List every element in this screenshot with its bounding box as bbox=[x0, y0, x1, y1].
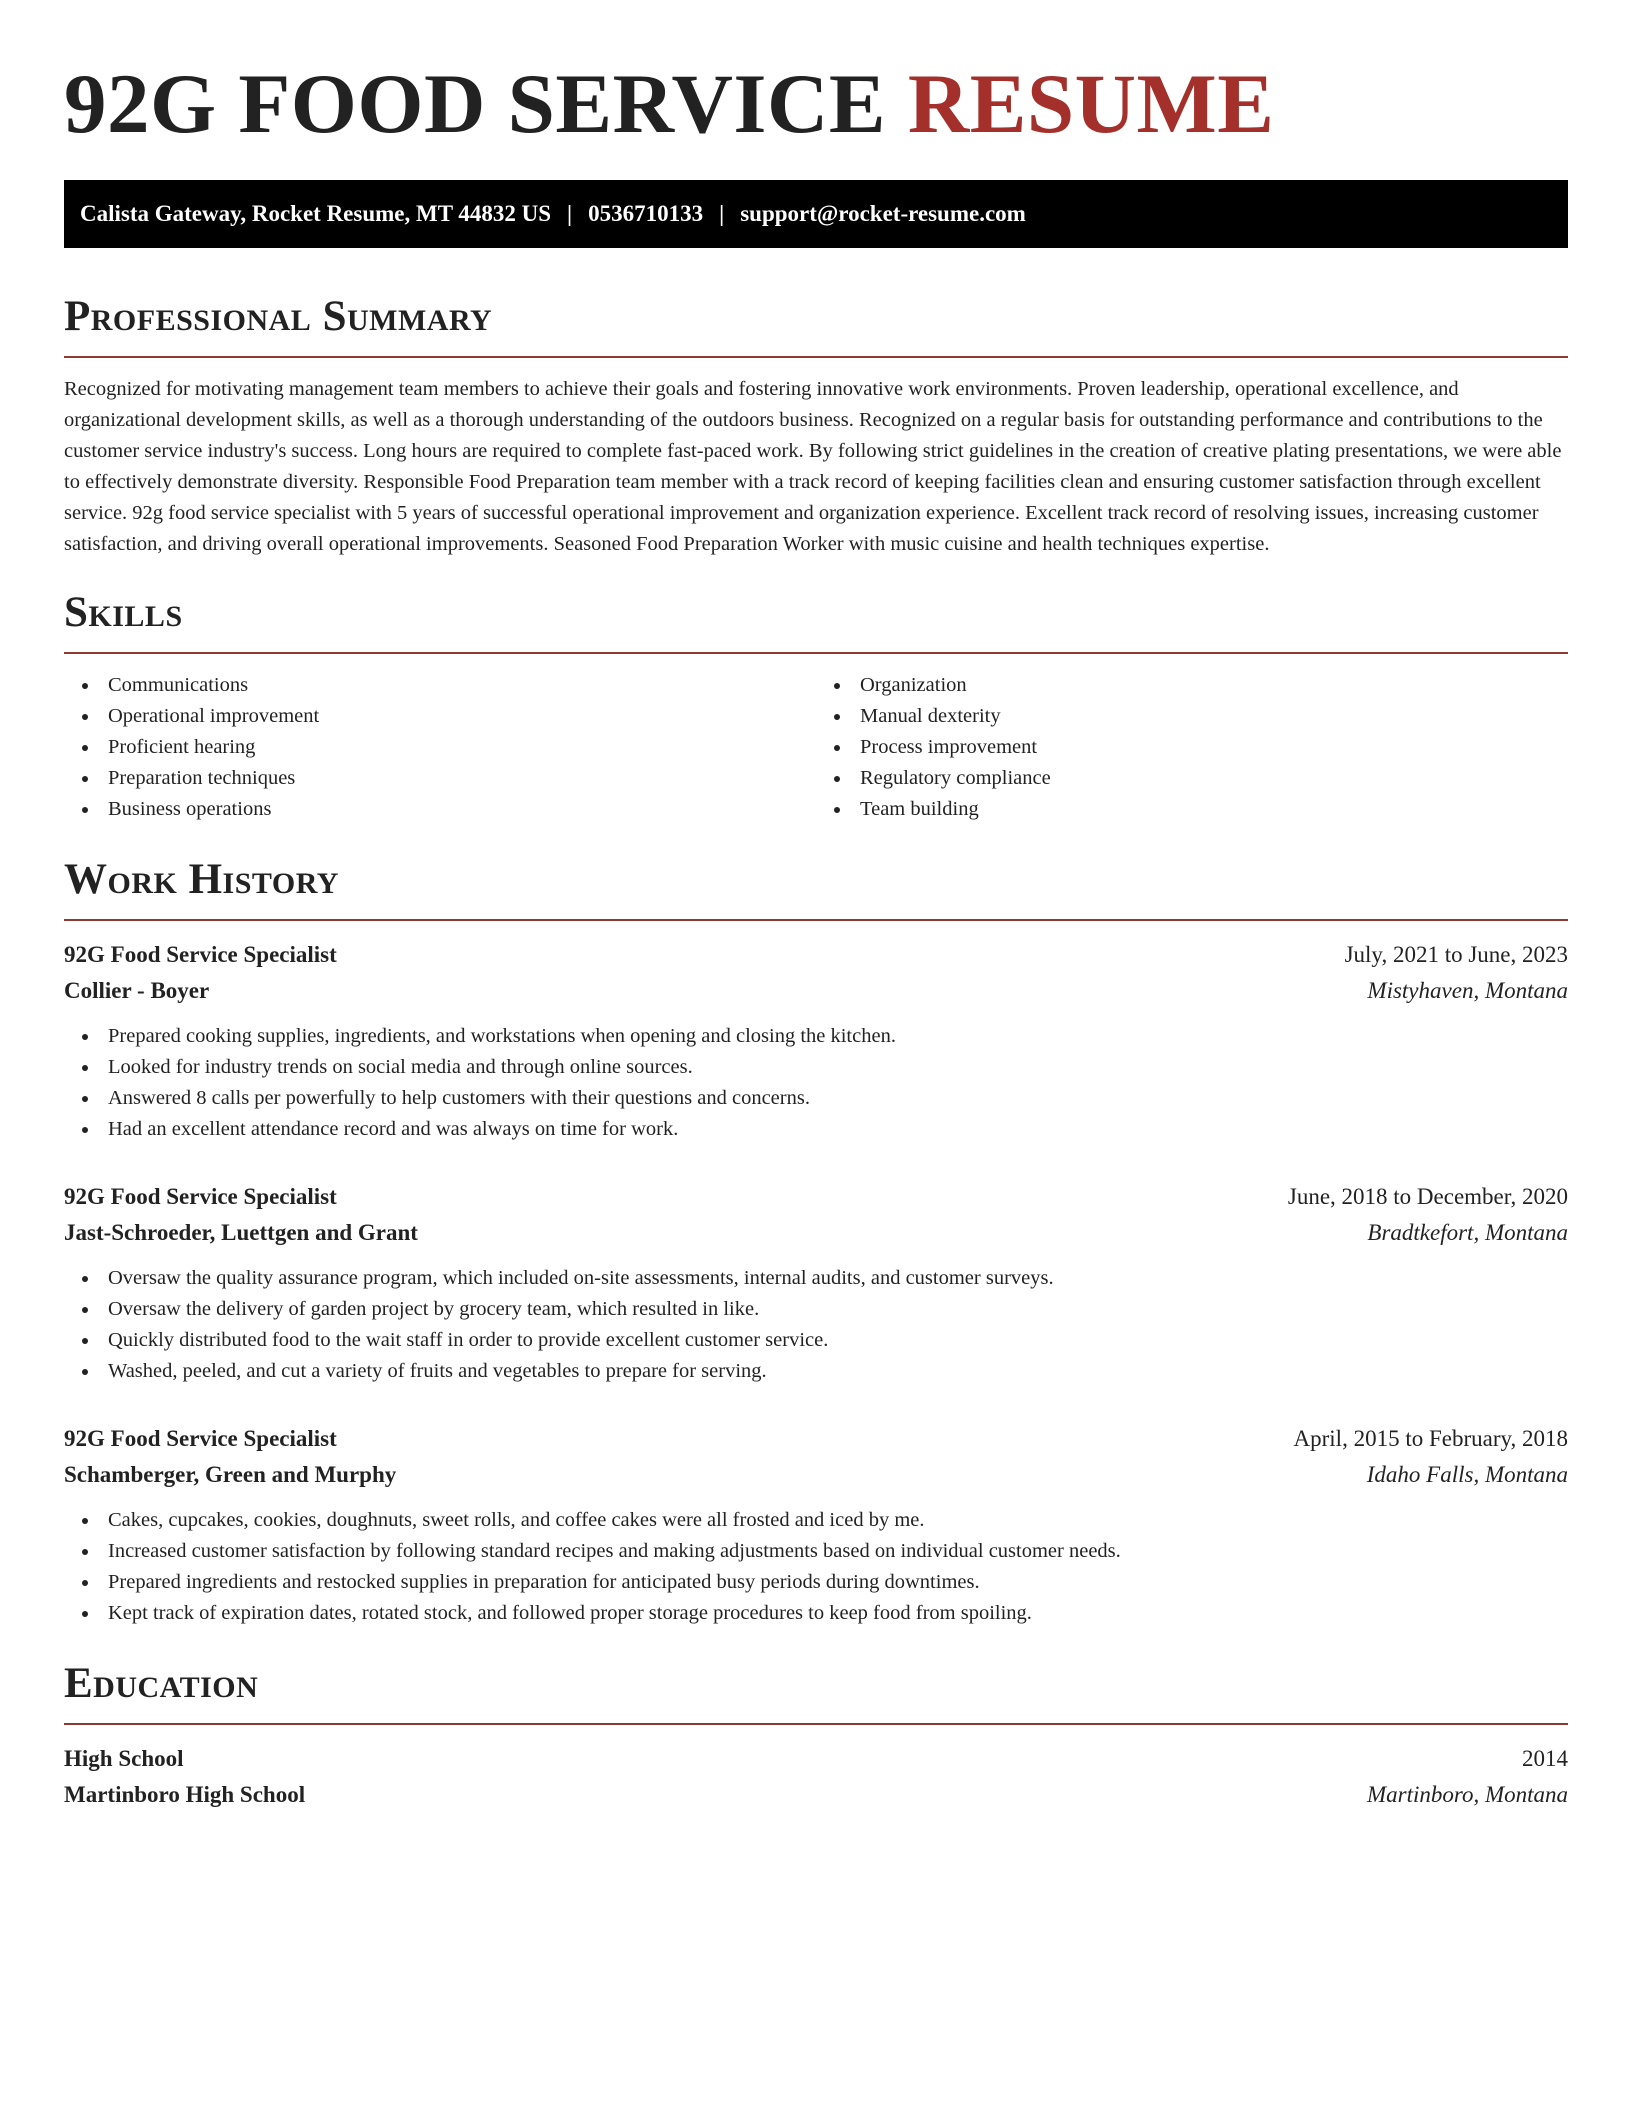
skill-item: Preparation techniques bbox=[64, 763, 816, 794]
job-title: 92G Food Service Specialist bbox=[64, 1184, 337, 1209]
job-header-row bbox=[64, 1179, 1568, 1215]
job-bullet: Had an excellent attendance record and was always on time for work. bbox=[64, 1114, 1568, 1145]
job-dates: June, 2018 to December, 2020 bbox=[1287, 1184, 1568, 1209]
skill-item: Regulatory compliance bbox=[816, 763, 1568, 794]
job-bullet: Increased customer satisfaction by following standard recipes and making adjustments based on individual customer needs. bbox=[64, 1536, 1568, 1567]
job-location: Bradtkefort, Montana bbox=[1367, 1220, 1568, 1245]
job-entry bbox=[64, 1421, 1568, 1629]
contact-phone: 0536710133 bbox=[588, 201, 704, 226]
section-divider bbox=[64, 919, 1568, 921]
education-school-row bbox=[64, 1777, 1568, 1813]
contact-separator: | bbox=[567, 201, 573, 226]
summary-text: Recognized for motivating management team members to achieve their goals and fostering innovative work environments. Proven leadership, operational excellence, and organizational development skills, as well as a thorough understanding of the outdoors business. Recognized on a regular basis for outstanding performance and contributions to the customer service industry's success. Long hours are required to complete fast-paced work. By following strict guidelines in the creation of creative plating presentations, we were able to effectively demonstrate diversity. Responsible Food Preparation team member with a track record of keeping facilities clean and ensuring customer satisfaction through excellent service. 92g food service specialist with 5 years of successful operational improvement and organization experience. Excellent track record of resolving issues, increasing customer satisfaction, and driving overall operational improvements. Seasoned Food Preparation Worker with music cuisine and health techniques expertise. bbox=[64, 378, 1562, 555]
skills-column-left bbox=[64, 670, 816, 825]
skill-item: Proficient hearing bbox=[64, 732, 816, 763]
education-entry bbox=[64, 1741, 1568, 1813]
job-entry bbox=[64, 937, 1568, 1145]
job-title: 92G Food Service Specialist bbox=[64, 1426, 337, 1451]
education-degree: High School bbox=[64, 1746, 184, 1771]
section-heading-education: Education bbox=[64, 1660, 259, 1707]
skills-section bbox=[64, 588, 1568, 825]
job-header-row bbox=[64, 937, 1568, 973]
section-heading-skills: Skills bbox=[64, 589, 183, 636]
job-bullet: Cakes, cupcakes, cookies, doughnuts, sweet rolls, and coffee cakes were all frosted and iced by me. bbox=[64, 1505, 1568, 1536]
job-title: 92G Food Service Specialist bbox=[64, 942, 337, 967]
work-history-section bbox=[64, 855, 1568, 1629]
contact-email: support@rocket-resume.com bbox=[740, 201, 1026, 226]
job-bullets bbox=[64, 1505, 1568, 1629]
job-dates: April, 2015 to February, 2018 bbox=[1293, 1426, 1568, 1451]
job-bullet: Oversaw the delivery of garden project by grocery team, which resulted in like. bbox=[64, 1294, 1568, 1325]
section-divider bbox=[64, 1723, 1568, 1725]
job-location: Mistyhaven, Montana bbox=[1367, 978, 1568, 1003]
education-school: Martinboro High School bbox=[64, 1782, 306, 1807]
job-bullet: Prepared ingredients and restocked supplies in preparation for anticipated busy periods during downtimes. bbox=[64, 1567, 1568, 1598]
skills-column-right bbox=[816, 670, 1568, 825]
job-bullet: Answered 8 calls per powerfully to help customers with their questions and concerns. bbox=[64, 1083, 1568, 1114]
resume-title-main: 92G FOOD SERVICE bbox=[64, 57, 908, 151]
section-heading-work: Work History bbox=[64, 856, 339, 903]
job-header-row bbox=[64, 1421, 1568, 1457]
job-company-row bbox=[64, 1215, 1568, 1251]
job-bullet: Kept track of expiration dates, rotated stock, and followed proper storage procedures to keep food from spoiling. bbox=[64, 1598, 1568, 1629]
job-company-row bbox=[64, 973, 1568, 1009]
contact-address: Calista Gateway, Rocket Resume, MT 44832 US bbox=[80, 201, 552, 226]
skill-item: Team building bbox=[816, 794, 1568, 825]
skill-item: Organization bbox=[816, 670, 1568, 701]
section-divider bbox=[64, 356, 1568, 358]
job-bullet: Washed, peeled, and cut a variety of fruits and vegetables to prepare for serving. bbox=[64, 1356, 1568, 1387]
skill-item: Operational improvement bbox=[64, 701, 816, 732]
skill-item: Manual dexterity bbox=[816, 701, 1568, 732]
job-bullets bbox=[64, 1263, 1568, 1387]
job-dates: July, 2021 to June, 2023 bbox=[1344, 942, 1568, 967]
contact-separator: | bbox=[719, 201, 725, 226]
job-company-row bbox=[64, 1457, 1568, 1493]
resume-title-accent: RESUME bbox=[907, 57, 1275, 151]
education-section bbox=[64, 1659, 1568, 1813]
section-divider bbox=[64, 652, 1568, 654]
job-company: Collier - Boyer bbox=[64, 978, 210, 1003]
job-location: Idaho Falls, Montana bbox=[1366, 1462, 1568, 1487]
education-header-row bbox=[64, 1741, 1568, 1777]
education-location: Martinboro, Montana bbox=[1366, 1782, 1568, 1807]
contact-bar bbox=[64, 180, 1568, 248]
resume-title bbox=[64, 58, 1568, 150]
job-bullet: Oversaw the quality assurance program, which included on-site assessments, internal audits, and customer surveys. bbox=[64, 1263, 1568, 1294]
job-bullet: Prepared cooking supplies, ingredients, and workstations when opening and closing the kitchen. bbox=[64, 1021, 1568, 1052]
skill-item: Process improvement bbox=[816, 732, 1568, 763]
section-heading-summary: Professional Summary bbox=[64, 293, 493, 340]
skill-item: Business operations bbox=[64, 794, 816, 825]
professional-summary-section bbox=[64, 292, 1568, 560]
job-bullet: Quickly distributed food to the wait staff in order to provide excellent customer service. bbox=[64, 1325, 1568, 1356]
job-company: Jast-Schroeder, Luettgen and Grant bbox=[64, 1220, 418, 1245]
job-bullets bbox=[64, 1021, 1568, 1145]
skill-item: Communications bbox=[64, 670, 816, 701]
job-bullet: Looked for industry trends on social media and through online sources. bbox=[64, 1052, 1568, 1083]
job-company: Schamberger, Green and Murphy bbox=[64, 1462, 397, 1487]
job-entry bbox=[64, 1179, 1568, 1387]
education-year: 2014 bbox=[1522, 1746, 1568, 1771]
skills-grid bbox=[64, 670, 1568, 825]
